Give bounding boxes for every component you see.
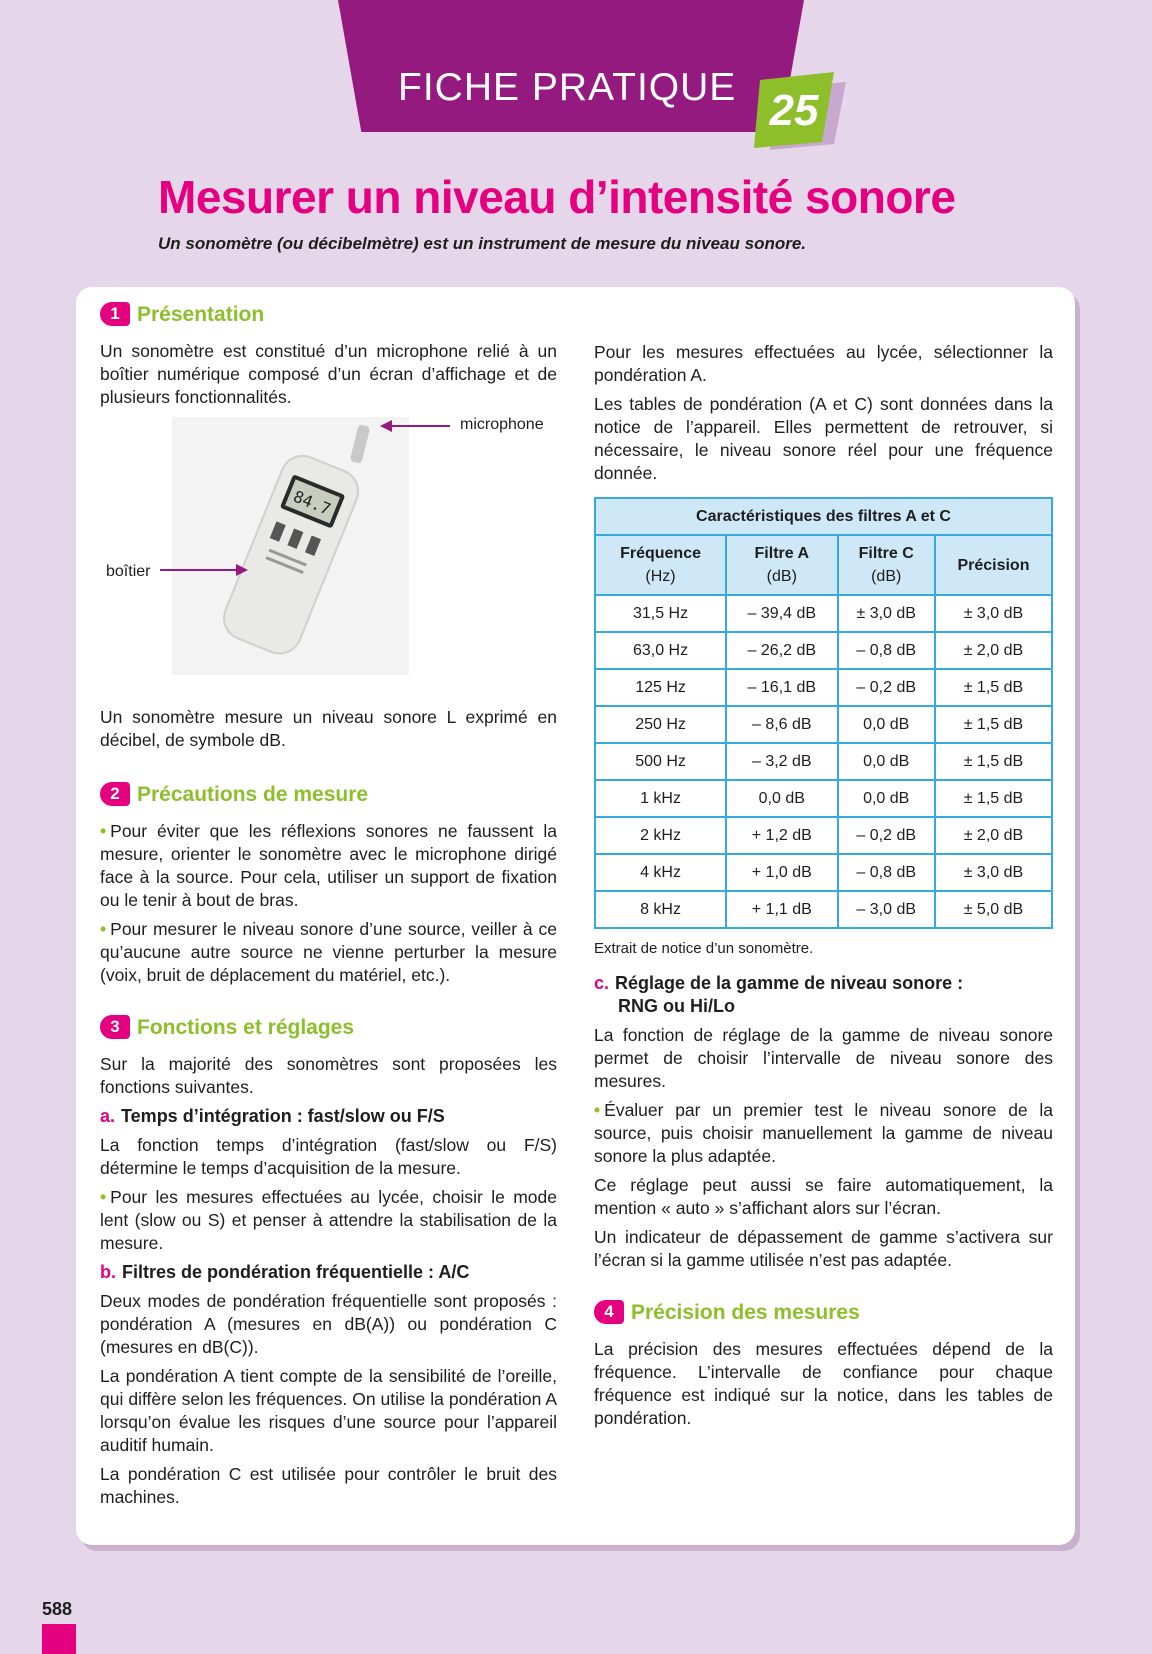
sound-level-meter-photo [172,417,409,675]
paragraph: Ce réglage peut aussi se faire automatiquement, la mention « auto » s’affichant alors sur l’écran. [594,1175,1053,1218]
table-title: Caractéristiques des filtres A et C [595,498,1052,535]
header-unit: (dB) [766,568,797,585]
table-header-cell [595,535,726,595]
table-cell: + 1,2 dB [726,817,837,854]
section-number: 1 [100,302,130,326]
paragraph: Deux modes de pondération fréquentielle sont proposés : pondération A (mesures en dB(A)) ou pondération C (mesures en dB(C)). [100,1291,557,1357]
table-cell: 31,5 Hz [595,595,726,632]
paragraph: Un sonomètre est constitué d’un microphone relié à un boîtier numérique composé d’un écran d’affichage et de plusieurs fonctionnalités. [100,341,557,407]
paragraph: Pour les mesures effectuées au lycée, sélectionner la pondération A. [594,342,1053,385]
table-cell: 4 kHz [595,854,726,891]
table-caption: Extrait de notice d’un sonomètre. [594,940,814,957]
table-cell: – 16,1 dB [726,669,837,706]
paragraph: Sur la majorité des sonomètres sont proposées les fonctions suivantes. [100,1054,557,1097]
label-boitier: boîtier [106,563,151,580]
section-number: 3 [100,1015,130,1039]
table-cell: ± 1,5 dB [935,780,1052,817]
table-cell: ± 3,0 dB [935,854,1052,891]
table-row [595,854,1052,891]
sound-level-meter-illustration [172,417,409,675]
bullet-paragraph [100,918,557,987]
sound-level-meter-figure [100,417,557,702]
bullet-icon: • [100,821,107,841]
page-title: Mesurer un niveau d’intensité sonore [158,171,956,223]
table-cell: 1 kHz [595,780,726,817]
table-cell: 0,0 dB [838,780,935,817]
table-row [595,743,1052,780]
table-cell: ± 5,0 dB [935,891,1052,928]
bullet-icon: • [594,1100,601,1120]
label-microphone: microphone [460,416,544,433]
header-line: Filtre C [858,545,914,562]
bullet-text: Évaluer par un premier test le niveau sonore de la source, puis choisir manuellement la gamme de niveau sonore la plus adaptée. [594,1100,1053,1166]
section-number: 2 [100,782,130,806]
table-header-row [595,535,1052,595]
bullet-text: Pour éviter que les réflexions sonores ne faussent la mesure, orienter le sonomètre avec le microphone dirigé face à la source. Pour cela, utiliser un support de fixation ou le tenir à bout de bras. [100,821,557,910]
bullet-paragraph [100,1186,557,1255]
table-cell: ± 2,0 dB [935,632,1052,669]
paragraph: Un indicateur de dépassement de gamme s’activera sur l’écran si la gamme utilisée n’est pas adaptée. [594,1227,1053,1270]
table-cell: – 3,2 dB [726,743,837,780]
page-number: 588 [42,1599,73,1619]
paragraph: La fonction de réglage de la gamme de niveau sonore permet de choisir l’intervalle de niveau sonore des mesures. [594,1025,1053,1091]
subsection-title: Réglage de la gamme de niveau sonore : [615,973,964,993]
subsection-title: Filtres de pondération fréquentielle : A/C [122,1262,470,1282]
section-title: Précision des mesures [631,1300,860,1324]
table-cell: ± 1,5 dB [935,706,1052,743]
table-cell: 8 kHz [595,891,726,928]
table-cell: ± 3,0 dB [838,595,935,632]
table-row [595,817,1052,854]
table-cell: 250 Hz [595,706,726,743]
paragraph: La pondération C est utilisée pour contrôler le bruit des machines. [100,1464,557,1507]
filters-table [594,497,1053,929]
table-row [595,780,1052,817]
left-column [100,302,557,1515]
subsection-title: Temps d’intégration : fast/slow ou F/S [121,1106,445,1126]
table-cell: 0,0 dB [726,780,837,817]
header-unit: (Hz) [645,568,676,585]
page-subtitle: Un sonomètre (ou décibelmètre) est un instrument de mesure du niveau sonore. [158,234,807,253]
table-cell: 2 kHz [595,817,726,854]
banner-title: FICHE PRATIQUE [398,66,737,109]
paragraph: Les tables de pondération (A et C) sont données dans la notice de l’appareil. Elles permettent de retrouver, si nécessaire, le niveau sonore réel pour une fréquence donnée. [594,394,1053,483]
subsection-letter: a. [100,1106,116,1126]
table-cell: – 8,6 dB [726,706,837,743]
section-1-heading [100,302,557,326]
page-tab-marker [42,1624,76,1654]
table-cell: 500 Hz [595,743,726,780]
header-line: Fréquence [620,545,701,562]
paragraph: Un sonomètre mesure un niveau sonore L exprimé en décibel, de symbole dB. [100,707,557,750]
table-cell: ± 1,5 dB [935,669,1052,706]
fiche-number: 25 [769,86,819,135]
boitier-arrow [160,563,250,577]
subsection-letter: b. [100,1262,116,1282]
table-cell: – 0,8 dB [838,854,935,891]
table-row [595,706,1052,743]
subsection-title-line2: RNG ou Hi/Lo [618,996,735,1016]
bullet-icon: • [100,1187,107,1207]
section-title: Fonctions et réglages [137,1015,355,1039]
table-cell: – 0,2 dB [838,669,935,706]
table-header-cell: Précision [935,535,1052,595]
table-header-cell [726,535,837,595]
right-column [594,341,1053,1436]
table-cell: 0,0 dB [838,706,935,743]
section-4-heading [594,1300,1053,1324]
section-title: Présentation [137,302,265,326]
table-cell: – 39,4 dB [726,595,837,632]
subsection-a-heading [100,1105,557,1128]
table-cell: 0,0 dB [838,743,935,780]
table-cell: – 0,8 dB [838,632,935,669]
bullet-text: Pour mesurer le niveau sonore d’une source, veiller à ce qu’aucune autre source ne vienne perturber la mesure (voix, bruit de déplacement du matériel, etc.). [100,919,557,985]
table-cell: + 1,1 dB [726,891,837,928]
bullet-paragraph [594,1099,1053,1168]
table-cell: 125 Hz [595,669,726,706]
table-row [595,595,1052,632]
display-reading: 84.7 [290,486,334,519]
paragraph: La fonction temps d’intégration (fast/slow ou F/S) détermine le temps d’acquisition de la mesure. [100,1135,557,1178]
table-cell: – 26,2 dB [726,632,837,669]
table-cell: – 3,0 dB [838,891,935,928]
subsection-c-heading [594,972,1053,1018]
header-unit: (dB) [871,568,902,585]
table-cell: 63,0 Hz [595,632,726,669]
header-line: Filtre A [754,545,810,562]
table-cell: + 1,0 dB [726,854,837,891]
table-row [595,891,1052,928]
bullet-paragraph [100,820,557,912]
subsection-b-heading [100,1261,557,1284]
bullet-text: Pour les mesures effectuées au lycée, choisir le mode lent (slow ou S) et penser à attendre la stabilisation de la mesure. [100,1187,557,1253]
paragraph: La pondération A tient compte de la sensibilité de l’oreille, qui diffère selon les fréquences. On utilise la pondération A lorsqu’on évalue les risques d’une source pour l’appareil auditif humain. [100,1366,557,1455]
subsection-letter: c. [594,973,610,993]
table-cell: – 0,2 dB [838,817,935,854]
paragraph: La précision des mesures effectuées dépend de la fréquence. L’intervalle de confiance pour chaque fréquence est indiqué sur la notice, dans les tables de pondération. [594,1339,1053,1428]
section-2-heading [100,782,557,806]
table-row [595,632,1052,669]
table-body [595,595,1052,928]
table-header-cell [838,535,935,595]
table-cell: ± 3,0 dB [935,595,1052,632]
section-3-heading [100,1015,557,1039]
bullet-icon: • [100,919,107,939]
section-number: 4 [594,1300,624,1324]
section-title: Précautions de mesure [137,782,369,806]
table-row [595,669,1052,706]
table-cell: ± 1,5 dB [935,743,1052,780]
table-cell: ± 2,0 dB [935,817,1052,854]
